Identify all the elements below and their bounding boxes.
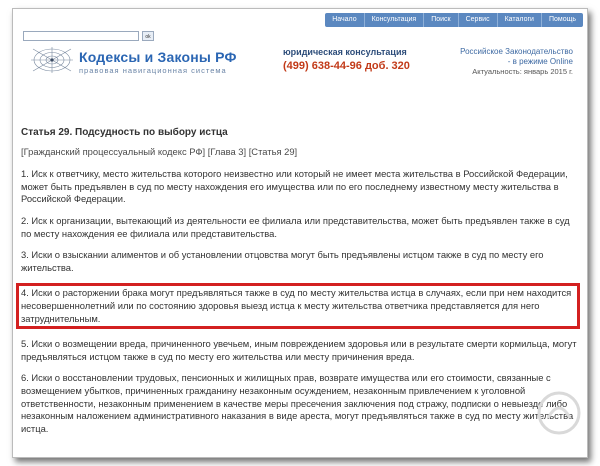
breadcrumb-code[interactable]: [Гражданский процессуальный кодекс РФ] [21, 145, 206, 157]
article-paragraph-6: 6. Иски о восстановлении трудовых, пенсионных и жилищных прав, возврате имущества или его стоимости, связанные с возмещением убытков, причиненных гражданину незаконным осуждением, незаконным привлечением к уголовной ответственности, незаконным применением в качестве меры пресечения заключения под стражу, подписки о невыезде либо незаконным наложением административного наказания в виде ареста, могут предъявляться также в суд по месту жительства истца. [21, 372, 574, 434]
nav-consultation[interactable]: Консультация [364, 13, 424, 27]
article-paragraph-3: 3. Иски о взыскании алиментов и об установлении отцовства могут быть предъявлены истцом также в суд по месту его жительства. [21, 249, 544, 273]
nav-home[interactable]: Начало [332, 16, 357, 23]
nav-search[interactable]: Поиск [423, 13, 457, 27]
screenshot-frame [12, 8, 588, 458]
breadcrumb-article[interactable]: [Статья 29] [248, 145, 298, 157]
legislation-link[interactable]: Российское Законодательство [460, 47, 573, 56]
consultation-phone[interactable]: (499) 638-44-96 доб. 320 [283, 60, 410, 72]
top-nav [325, 13, 583, 27]
site-header [13, 9, 587, 79]
article-content [21, 127, 577, 444]
nav-service[interactable]: Сервис [458, 13, 497, 27]
legislation-actuality: Актуальность: январь 2015 г. [472, 67, 573, 76]
watermark-icon [536, 390, 582, 436]
legislation-online[interactable]: - в режиме Online [507, 57, 573, 66]
nav-catalogs[interactable]: Каталоги [497, 13, 541, 27]
nav-help[interactable]: Помощь [541, 13, 583, 27]
spiderweb-logo-icon [31, 47, 73, 73]
article-paragraph-2: 2. Иск к организации, вытекающий из деятельности ее филиала или представительства, может быть предъявлен также в суд по месту нахождения ее филиала или представительства. [21, 214, 570, 239]
search-submit-button[interactable]: ok [142, 31, 154, 41]
breadcrumb-chapter[interactable]: [Глава 3] [207, 145, 247, 157]
article-paragraph-5: 5. Иски о возмещении вреда, причиненного увечьем, иным повреждением здоровья или в результате смерти кормильца, могут предъявляться истцом также в суд по месту его жительства или месту причинения вреда. [21, 338, 577, 362]
consultation-title[interactable]: юридическая консультация [283, 47, 407, 57]
search-input[interactable] [23, 31, 139, 41]
article-paragraph-4-highlighted: 4. Иски о расторжении брака могут предъявляться также в суд по месту жительства истца в случаях, если при нем находится несовершеннолетний или по состоянию здоровья выезд истца к месту жительства ответчика представляется для него затруднительным. [16, 283, 580, 329]
breadcrumb [21, 146, 577, 159]
article-paragraph-1: 1. Иск к ответчику, место жительства которого неизвестно или который не имеет места жительства в Российской Федерации, может быть предъявлен в суд по месту нахождения его имущества или по его последнему известному месту жительства в Российской Федерации. [21, 168, 568, 205]
brand-title[interactable]: Кодексы и Законы РФ [79, 49, 237, 65]
article-title: Статья 29. Подсудность по выбору истца [21, 127, 228, 138]
brand-subtitle: правовая навигационная система [79, 66, 227, 75]
